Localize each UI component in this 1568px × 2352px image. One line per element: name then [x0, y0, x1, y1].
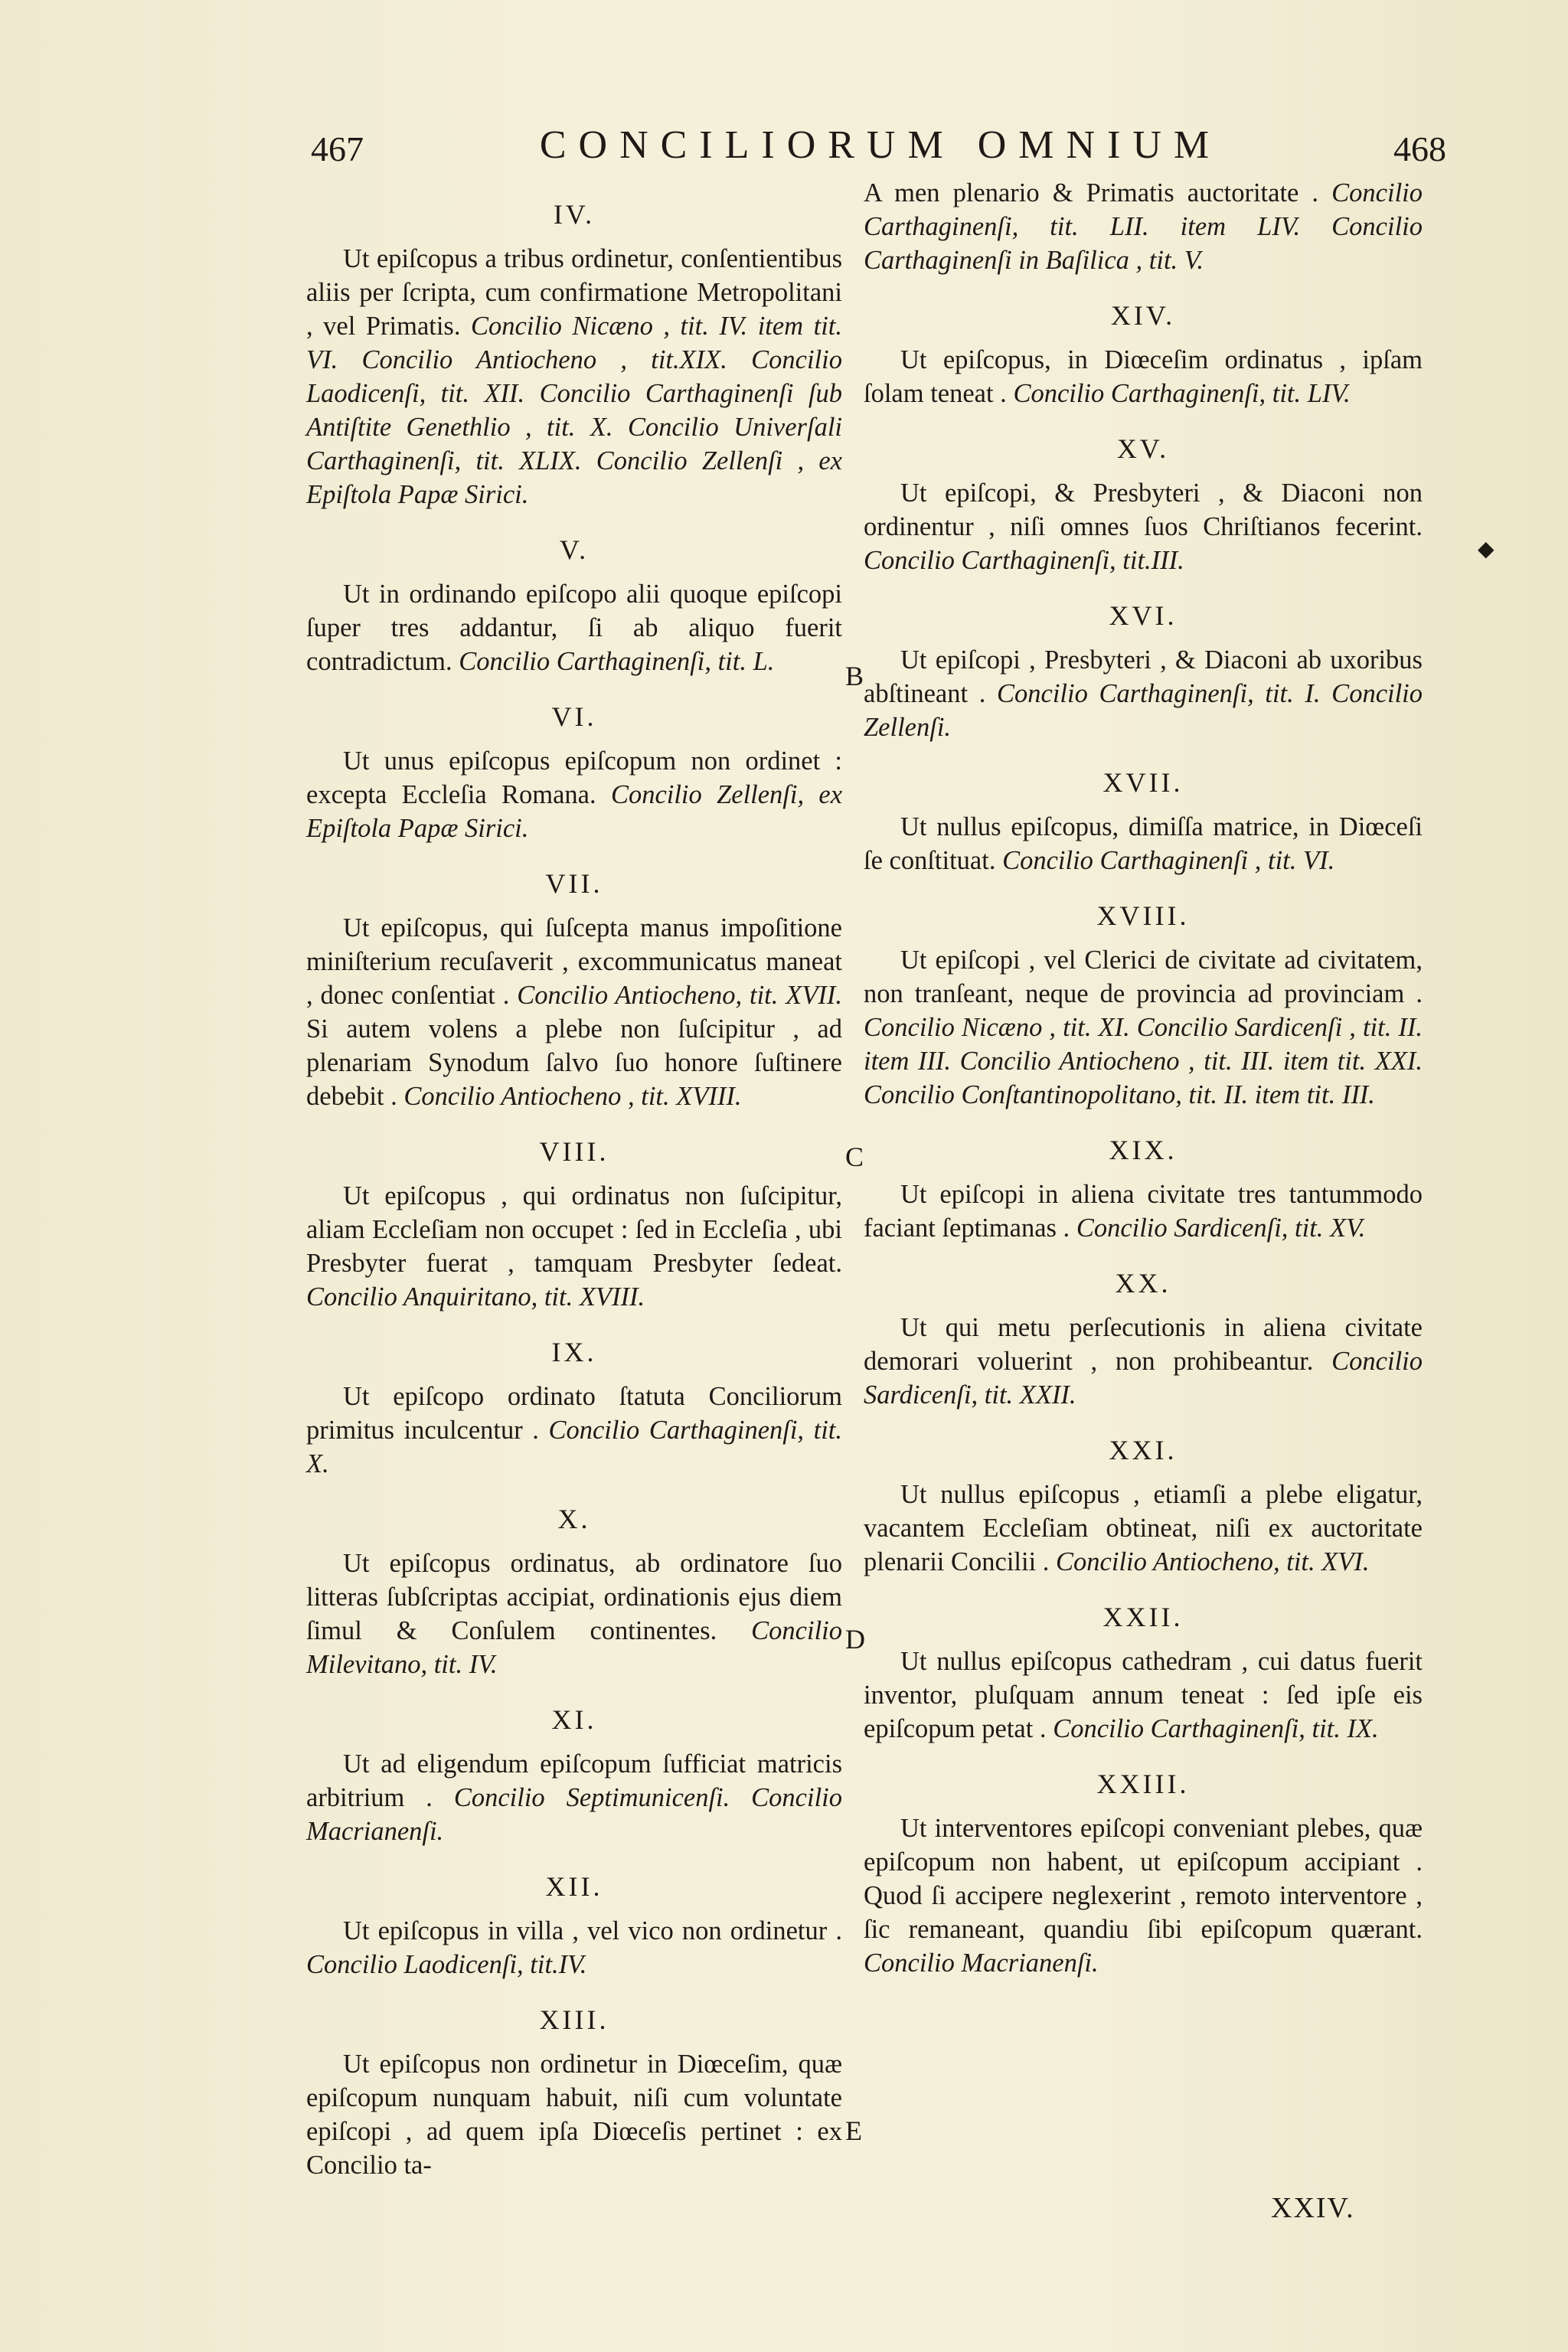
canon-citation: Concilio Macrianenſi.: [864, 1949, 1099, 1978]
canon-citation: Concilio Nicæno , tit. XI. Concilio Sardicenſi , tit. II. item III. Concilio Antiocheno , tit. III. item tit. XXI. Concilio Conſtantinopolitano, tit. II. item tit. III.: [864, 1013, 1423, 1109]
canon-text-block: [864, 810, 1423, 877]
continuation-lead: A: [864, 178, 882, 207]
canon-section: [306, 533, 842, 678]
canon-text: Ut qui metu perſecutionis in aliena civitate demorari voluerint , non prohibeantur.: [864, 1313, 1423, 1376]
canon-text-block: [864, 643, 1423, 744]
canon-number: VIII.: [539, 1136, 609, 1167]
canon-section: [864, 432, 1423, 577]
canon-number: XIX.: [1109, 1135, 1178, 1165]
canon-text: Ut epiſcopus non ordinetur in Diœceſim, quæ epiſcopum nunquam habuit, niſi cum voluntate epiſcopi , ad quem ipſa Diœceſis pertinet : ex Concilio ta-: [306, 2050, 842, 2180]
canon-text: Ut epiſcopus a tribus ordinetur, conſentientibus aliis per ſcripta, cum confirmatione Metropolitani , vel Primatis.: [306, 244, 842, 341]
canon-text-block: [306, 2047, 842, 2182]
canon-citation: Concilio Carthaginenſi, tit. X.: [306, 1416, 842, 1478]
canon-citation: Concilio Antiocheno, tit. XVII.: [517, 981, 843, 1010]
canon-text: Ut epiſcopus ordinatus, ab ordinatore ſuo litteras ſubſcriptas accipiat, ordinationis ejus diem ſimul & Conſulem continentes.: [306, 1549, 842, 1645]
canon-section: [864, 299, 1423, 410]
canon-citation: Concilio Carthaginenſi, tit.III.: [864, 546, 1184, 575]
canon-number: V.: [559, 534, 590, 565]
canon-section: [306, 700, 842, 845]
canon-text: Ut nullus epiſcopus cathedram , cui datus fuerit inventor, pluſquam annum teneat : ſed ipſe eis epiſcopum petat .: [864, 1647, 1423, 1743]
section-continuation: [864, 176, 1423, 277]
canon-section: [864, 1266, 1423, 1412]
canon-text: Si autem volens a plebe non ſuſcipitur , ad plenariam Synodum ſalvo ſuo honore ſuſtinere debebit .: [306, 1014, 842, 1111]
canon-section: [864, 599, 1423, 744]
canon-section: [864, 899, 1423, 1112]
canon-text: Ut epiſcopus, qui ſuſcepta manus impoſitione miniſterium recuſaverit , excommunicatus maneat , donec conſentiat .: [306, 913, 842, 1010]
canon-text-block: [306, 1747, 842, 1848]
canon-text-block: [306, 744, 842, 845]
canon-citation: Concilio Carthaginenſi, tit. IX.: [1053, 1714, 1379, 1743]
canon-text: Ut epiſcopo ordinato ſtatuta Conciliorum primitus inculcentur .: [306, 1382, 842, 1445]
canon-text-block: [306, 1914, 842, 1981]
margin-letter-b: B: [845, 661, 864, 691]
canon-section: [306, 198, 842, 511]
margin-ornament: ◆: [1478, 537, 1494, 561]
canon-text-block: [306, 1380, 842, 1481]
canon-section: [306, 1335, 842, 1481]
canon-number: X.: [557, 1504, 591, 1534]
canon-number: XVII.: [1102, 767, 1184, 798]
canon-text-block: [864, 1811, 1423, 1980]
right-sections: [864, 299, 1423, 1980]
catchword: XXIV.: [1271, 2192, 1355, 2224]
canon-number: XVIII.: [1096, 900, 1190, 931]
canon-number: XI.: [551, 1704, 597, 1735]
canon-text: Ut epiſcopi, & Presbyteri , & Diaconi non ordinentur , niſi omnes ſuos Chriſtianos fecerint.: [864, 479, 1423, 541]
running-title: CONCILIORUM OMNIUM: [539, 123, 1222, 167]
canon-text-block: [864, 943, 1423, 1112]
canon-number: XVI.: [1109, 600, 1178, 631]
canon-number: XIV.: [1110, 300, 1176, 331]
canon-section: [864, 766, 1423, 877]
canon-number: XXIII.: [1096, 1769, 1190, 1799]
canon-citation: Concilio Antiocheno , tit. XVIII.: [403, 1082, 742, 1111]
margin-letter-e: E: [845, 2115, 862, 2146]
canon-text-block: [306, 1179, 842, 1314]
canon-number: IV.: [553, 199, 596, 230]
continuation-text: men plenario & Primatis auctoritate .: [894, 178, 1319, 207]
canon-citation: Concilio Zellenſi, ex Epiſtola Papæ Sirici.: [306, 780, 843, 843]
canon-citation: Concilio Septimunicenſi. Concilio Macrianenſi.: [306, 1783, 842, 1846]
page-number-right: 468: [1393, 129, 1446, 168]
canon-text-block: [306, 242, 842, 511]
canon-number: XXII.: [1102, 1602, 1184, 1632]
canon-text-block: [864, 1645, 1423, 1746]
margin-letter-d: D: [845, 1624, 865, 1655]
canon-number: VI.: [551, 701, 597, 732]
canon-citation: Concilio Antiocheno, tit. XVI.: [1056, 1547, 1370, 1576]
canon-number: XX.: [1115, 1268, 1171, 1298]
canon-citation: Concilio Nicæno , tit. IV. item tit. VI. Concilio Antiocheno , tit.XIX. Concilio Laodicenſi, tit. XII. Concilio Carthaginenſi ſub Antiſtite Genethlio , tit. X. Concilio Univerſali Carthaginenſi, tit. XLIX. Concilio Zellenſi , ex Epiſtola Papæ Sirici.: [306, 312, 843, 509]
canon-number: XV.: [1116, 433, 1170, 464]
canon-section: [864, 1133, 1423, 1245]
canon-citation: Concilio Carthaginenſi, tit. I. Concilio Zellenſi.: [864, 679, 1423, 742]
canon-text: Ut ad eligendum epiſcopum ſufficiat matricis arbitrium .: [306, 1749, 842, 1812]
canon-number: XII.: [545, 1871, 603, 1902]
canon-text: Ut epiſcopus, in Diœceſim ordinatus , ipſam ſolam teneat .: [864, 345, 1423, 408]
canon-text: Ut epiſcopi , vel Clerici de civitate ad civitatem, non tranſeant, neque de provincia ad provinciam .: [864, 946, 1423, 1008]
canon-section: [306, 1870, 842, 1981]
canon-text: Ut epiſcopus , qui ordinatus non ſuſcipitur, aliam Eccleſiam non occupet : ſed in Eccleſia , ubi Presbyter fuerat , tamquam Presbyter ſedeat.: [306, 1181, 842, 1278]
canon-text: Ut epiſcopus in villa , vel vico non ordinetur .: [343, 1916, 842, 1945]
canon-text-block: [306, 911, 842, 1113]
canon-section: [306, 1703, 842, 1848]
canon-text: Ut interventores epiſcopi conveniant plebes, quæ epiſcopum non habent, ut epiſcopum accipiant . Quod ſi accipere neglexerint , remoto interventore , ſic remaneant, quandiu ſibi epiſcopum quærant.: [864, 1814, 1423, 1944]
canon-text: Ut nullus epiſcopus , etiamſi a plebe eligatur, vacantem Eccleſiam obtineat, niſi ex auctoritate plenarii Concilii .: [864, 1480, 1423, 1576]
canon-citation: Concilio Anquiritano, tit. XVIII.: [306, 1282, 645, 1312]
canon-text-block: [864, 1178, 1423, 1245]
canon-text: Ut epiſcopi , Presbyteri , & Diaconi ab uxoribus abſtineant .: [864, 645, 1423, 708]
margin-letter-c: C: [845, 1142, 864, 1172]
canon-text-block: [864, 476, 1423, 577]
canon-text-block: [864, 343, 1423, 410]
canon-section: [306, 2003, 842, 2182]
canon-text-block: [306, 577, 842, 678]
canon-citation: Concilio Milevitano, tit. IV.: [306, 1616, 842, 1679]
canon-section: [306, 1502, 842, 1681]
right-column: [864, 176, 1423, 1989]
canon-section: [306, 867, 842, 1113]
canon-citation: Concilio Sardicenſi, tit. XV.: [1076, 1214, 1366, 1243]
canon-number: XXI.: [1109, 1435, 1178, 1465]
canon-section: [864, 1767, 1423, 1980]
canon-text-block: [306, 1547, 842, 1681]
canon-number: XIII.: [539, 2004, 609, 2035]
canon-citation: Concilio Carthaginenſi, tit. LIV.: [1013, 379, 1351, 408]
continuation-citation: Concilio Carthaginenſi, tit. LII. item LIV. Concilio Carthaginenſi in Baſilica , tit. V.: [864, 178, 1423, 275]
canon-text-block: [864, 1311, 1423, 1412]
canon-citation: Concilio Carthaginenſi, tit. L.: [459, 647, 775, 676]
canon-citation: Concilio Carthaginenſi , tit. VI.: [1002, 846, 1335, 875]
canon-text: Ut in ordinando epiſcopo alii quoque epiſcopi ſuper tres addantur, ſi ab aliquo fuerit contradictum.: [306, 580, 842, 676]
canon-section: [864, 1433, 1423, 1579]
canon-citation: Concilio Sardicenſi, tit. XXII.: [864, 1347, 1423, 1410]
canon-section: [864, 1600, 1423, 1746]
canon-citation: Concilio Laodicenſi, tit.IV.: [306, 1950, 587, 1979]
canon-section: [306, 1135, 842, 1314]
canon-text: Ut nullus epiſcopus, dimiſſa matrice, in Diœceſi ſe conſtituat.: [864, 812, 1423, 875]
canon-number: VII.: [545, 868, 603, 899]
page-number-left: 467: [311, 129, 364, 168]
canon-text: Ut epiſcopi in aliena civitate tres tantummodo faciant ſeptimanas .: [864, 1180, 1423, 1243]
left-column: [306, 176, 842, 2191]
canon-text: Ut unus epiſcopus epiſcopum non ordinet : excepta Eccleſia Romana.: [306, 746, 842, 809]
canon-number: IX.: [551, 1337, 597, 1367]
canon-text-block: [864, 1478, 1423, 1579]
